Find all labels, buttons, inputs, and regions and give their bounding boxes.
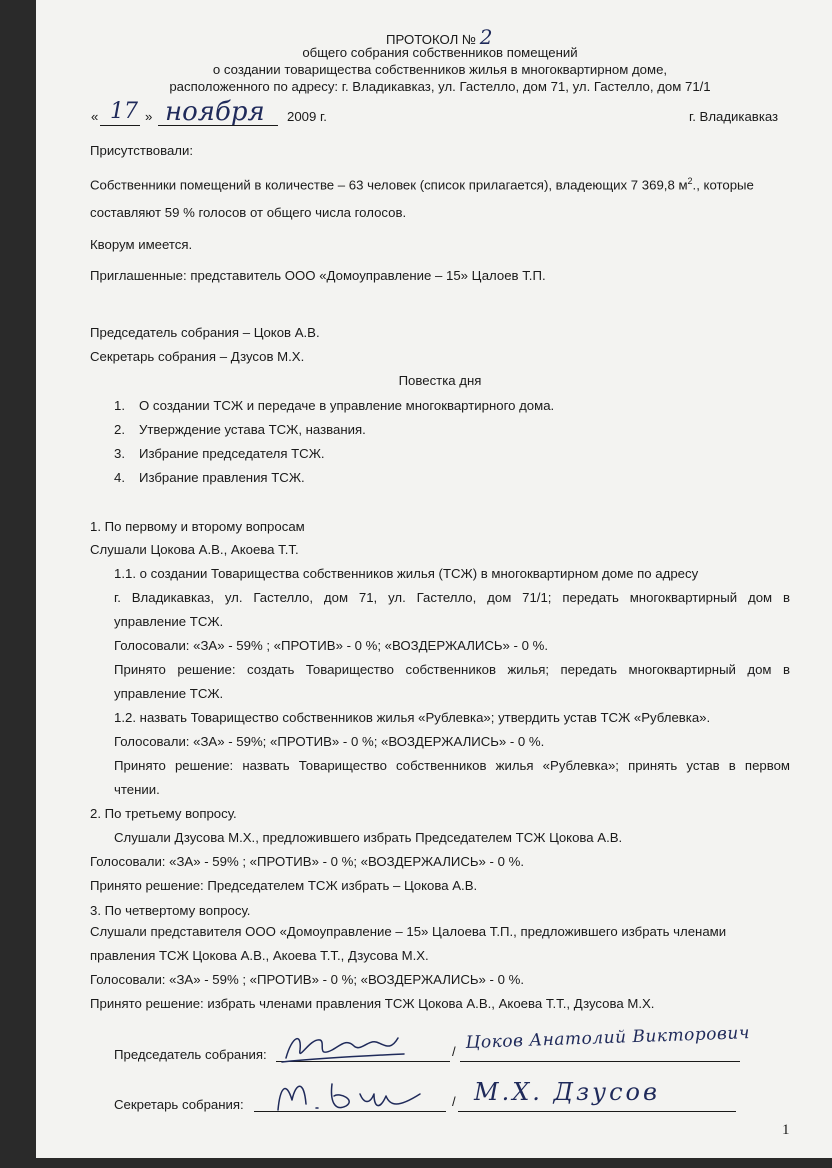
- q12-decision-2: чтении.: [114, 782, 160, 797]
- secretary-text: Секретарь собрания – Дзусов М.Х.: [90, 349, 305, 364]
- q2-heading: 2. По третьему вопросу.: [90, 806, 237, 821]
- q3-vote: Голосовали: «ЗА» - 59% ; «ПРОТИВ» - 0 %; «ВОЗДЕРЖАЛИСЬ» - 0 %.: [90, 972, 524, 987]
- owners-line-2: составляют 59 % голосов от общего числа голосов.: [90, 205, 407, 220]
- date-month-underline: [158, 125, 278, 126]
- q11-line-3: управление ТСЖ.: [114, 614, 224, 629]
- chairman-text: Председатель собрания – Цоков А.В.: [90, 325, 320, 340]
- agenda-item-text: Утверждение устава ТСЖ, названия.: [139, 422, 366, 437]
- date-quote-close: »: [145, 109, 153, 124]
- q12-decision-1: Принято решение: назвать Товарищество собственников жилья «Рублевка»; принять устав в первом: [114, 758, 790, 773]
- secretary-signature: [270, 1074, 430, 1118]
- agenda-title: Повестка дня: [398, 373, 482, 388]
- agenda-item-num: 3.: [114, 446, 125, 461]
- agenda-item-text: Избрание правления ТСЖ.: [139, 470, 305, 485]
- q12-line-1: 1.2. назвать Товарищество собственников жилья «Рублевка»; утвердить устав ТСЖ «Рублевка».: [114, 710, 711, 725]
- invited-text: Приглашенные: представитель ООО «Домоуправление – 15» Цалоев Т.П.: [90, 268, 546, 283]
- q3-heard-2: правления ТСЖ Цокова А.В., Акоева Т.Т., Дзусова М.Х.: [90, 948, 429, 963]
- agenda-item-num: 4.: [114, 470, 125, 485]
- q3-heard-1: Слушали представителя ООО «Домоуправление – 15» Цалоева Т.П., предложившего избрать членами: [90, 924, 727, 939]
- header-line-2: о создании товарищества собственников жилья в многоквартирном доме,: [212, 62, 668, 77]
- date-city: г. Владикавказ: [689, 109, 779, 124]
- chairman-separator: /: [452, 1044, 456, 1059]
- page-number: 1: [782, 1122, 790, 1138]
- q3-decision: Принято решение: избрать членами правления ТСЖ Цокова А.В., Акоева Т.Т., Дзусова М.Х.: [90, 996, 655, 1011]
- chairman-name-line: [460, 1061, 740, 1062]
- q2-heard: Слушали Дзусова М.Х., предложившего избрать Председателем ТСЖ Цокова А.В.: [114, 830, 623, 845]
- q11-decision-1: Принято решение: создать Товарищество собственников жилья; передать многоквартирный дом в: [114, 662, 790, 677]
- q2-decision: Принято решение: Председателем ТСЖ избрать – Цокова А.В.: [90, 878, 478, 893]
- q11-line-2: г. Владикавказ, ул. Гастелло, дом 71, ул. Гастелло, дом 71/1; передать многоквартирный дом в: [114, 590, 790, 605]
- protocol-title: ПРОТОКОЛ № 2: [386, 25, 493, 49]
- q1-heading: 1. По первому и второму вопросам: [90, 519, 305, 534]
- q11-vote: Голосовали: «ЗА» - 59% ; «ПРОТИВ» - 0 %; «ВОЗДЕРЖАЛИСЬ» - 0 %.: [114, 638, 548, 653]
- q3-heading: 3. По четвертому вопросу.: [90, 903, 251, 918]
- date-day-underline: [100, 125, 140, 126]
- agenda-item-text: О создании ТСЖ и передаче в управление многоквартирного дома.: [139, 398, 555, 413]
- q2-vote: Голосовали: «ЗА» - 59% ; «ПРОТИВ» - 0 %; «ВОЗДЕРЖАЛИСЬ» - 0 %.: [90, 854, 524, 869]
- present-label: Присутствовали:: [90, 143, 194, 158]
- date-month: ноября: [165, 97, 265, 127]
- quorum-text: Кворум имеется.: [90, 237, 193, 252]
- q11-line-1: 1.1. о создании Товарищества собственников жилья (ТСЖ) в многоквартирном доме по адресу: [114, 566, 699, 581]
- secretary-separator: /: [452, 1094, 456, 1109]
- q12-vote: Голосовали: «ЗА» - 59%; «ПРОТИВ» - 0 %; «ВОЗДЕРЖАЛИСЬ» - 0 %.: [114, 734, 545, 749]
- date-day: 17: [110, 99, 138, 124]
- q1-heard: Слушали Цокова А.В., Акоева Т.Т.: [90, 542, 299, 557]
- protocol-number: 2: [479, 25, 493, 49]
- header-line-1: общего собрания собственников помещений: [302, 45, 578, 60]
- chairman-handwritten-name: Цоков Анатолий Викторович: [465, 1023, 751, 1054]
- secretary-handwritten-name: М.Х. Дзусов: [474, 1078, 660, 1106]
- secretary-name-line: [458, 1111, 736, 1112]
- agenda-item-text: Избрание председателя ТСЖ.: [139, 446, 325, 461]
- agenda-item-num: 1.: [114, 398, 125, 413]
- chairman-sign-label: Председатель собрания:: [114, 1047, 267, 1062]
- q11-decision-2: управление ТСЖ.: [114, 686, 224, 701]
- owners-line-1: Собственники помещений в количестве – 63 человек (список прилагается), владеющих 7 369,8 $м^2$., которые: [90, 176, 754, 193]
- chairman-signature: [280, 1028, 410, 1068]
- secretary-sign-label: Секретарь собрания:: [114, 1097, 244, 1112]
- date-quote-open: «: [91, 109, 99, 124]
- agenda-item-num: 2.: [114, 422, 125, 437]
- header-line-3: расположенного по адресу: г. Владикавказ, ул. Гастелло, дом 71, ул. Гастелло, дом 71/1: [169, 79, 711, 94]
- date-year: 2009 г.: [287, 109, 327, 124]
